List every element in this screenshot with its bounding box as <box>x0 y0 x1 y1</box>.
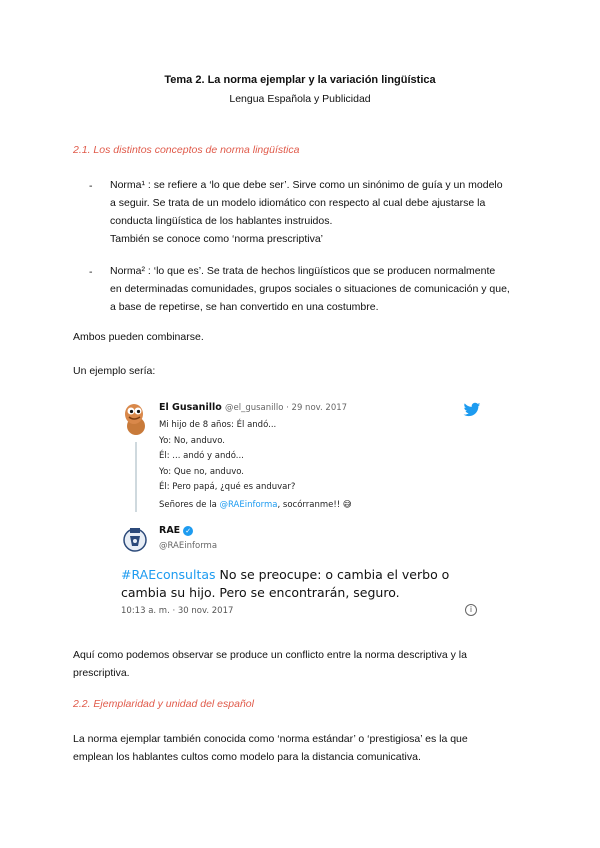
reply-body <box>121 566 486 602</box>
tweet-signoff <box>159 500 352 510</box>
mention-link[interactable]: @RAEinforma <box>219 500 278 510</box>
info-icon[interactable]: i <box>465 604 477 616</box>
tweet-line: Mi hijo de 8 años: Él andó... <box>159 420 277 430</box>
tweet-author-meta: @el_gusanillo · 29 nov. 2017 <box>225 403 348 413</box>
bullet-line: Norma¹ : se refiere a ‘lo que debe ser’. Sirve como un sinónimo de guía y un modelo <box>110 179 503 191</box>
rae-crest-icon <box>121 524 149 554</box>
reply-author-name[interactable] <box>159 525 193 536</box>
page-title: Tema 2. La norma ejemplar y la variación lingüística <box>164 74 436 86</box>
reply-timestamp[interactable]: 10:13 a. m. · 30 nov. 2017 <box>121 606 234 616</box>
bullet-marker: - <box>89 266 93 278</box>
bullet-item-norma2 <box>110 262 540 316</box>
worm-avatar-icon <box>121 402 151 436</box>
tweet-author-name[interactable]: El Gusanillo <box>159 402 222 413</box>
bullet-line: conducta lingüística de los hablantes instruidos. <box>110 215 333 227</box>
tweet-line: Yo: No, anduvo. <box>159 435 225 446</box>
bullet-item-norma1 <box>110 176 540 248</box>
hashtag-link[interactable]: #RAEconsultas <box>121 567 216 582</box>
paragraph-line: prescriptiva. <box>73 667 130 679</box>
bullet-line: También se conoce como ‘norma prescriptiva’ <box>110 233 324 245</box>
page-subtitle: Lengua Española y Publicidad <box>229 93 371 105</box>
section-heading-1: 2.1. Los distintos conceptos de norma lingüística <box>73 144 300 156</box>
reply-text: cambia su hijo. Pero se encontrarán, seguro. <box>121 585 400 600</box>
bullet-line: Norma² : ‘lo que es’. Se trata de hechos lingüísticos que se producen normalmente <box>110 265 496 277</box>
paragraph-line: emplean los hablantes cultos como modelo para la distancia comunicativa. <box>73 751 421 763</box>
bullet-marker: - <box>89 180 93 192</box>
section-heading-2: 2.2. Ejemplaridad y unidad del español <box>73 698 254 710</box>
paragraph-conflict <box>73 646 533 682</box>
tweet-line: Él: Pero papá, ¿qué es anduvar? <box>159 482 296 492</box>
bullet-line: a base de repetirse, se han convertido en una costumbre. <box>110 301 379 313</box>
verified-badge-icon: ✓ <box>183 526 193 536</box>
signoff-suffix: , socórranme!! 😅 <box>277 500 352 510</box>
tweet-body <box>159 418 295 496</box>
paragraph-line: Aquí como podemos observar se produce un conflicto entre la norma descriptiva y la <box>73 649 467 661</box>
reply-text: No se preocupe: o cambia el verbo o <box>215 567 450 582</box>
signoff-prefix: Señores de la <box>159 500 220 510</box>
bullet-line: a seguir. Se trata de un modelo idiomático con respecto al cual debe ajustarse la <box>110 197 486 209</box>
reply-author-handle: @RAEinforma <box>159 541 218 551</box>
tweet-line: Yo: Que no, anduvo. <box>159 466 244 477</box>
reply-author-label: RAE <box>159 525 181 536</box>
paragraph-ejemplar <box>73 730 533 766</box>
paragraph: Ambos pueden combinarse. <box>73 331 204 343</box>
bullet-line: en determinadas comunidades, grupos sociales o situaciones de comunicación y que, <box>110 283 510 295</box>
twitter-bird-icon <box>463 402 481 418</box>
thread-line <box>135 442 137 512</box>
tweet-line: Él: ... andó y andó... <box>159 451 244 461</box>
paragraph-line: La norma ejemplar también conocida como ‘norma estándar’ o ‘prestigiosa’ es la que <box>73 733 468 745</box>
paragraph: Un ejemplo sería: <box>73 365 156 377</box>
embedded-tweet <box>117 396 489 626</box>
